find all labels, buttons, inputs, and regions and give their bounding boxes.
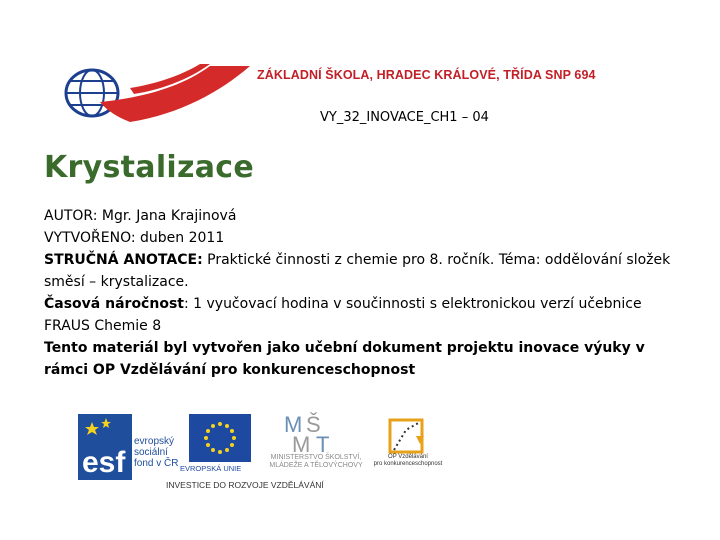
svg-text:T: T [316, 432, 330, 454]
msmt-caption: MINISTERSTVO ŠKOLSTVÍ, MLÁDEŽE A TĚLOVÝCHOVY [269, 454, 363, 469]
svg-text:M: M [292, 432, 311, 454]
created-line [44, 227, 674, 249]
author-label: AUTOR [44, 208, 93, 224]
esf-caption: evropský sociální fond v ČR [134, 436, 179, 469]
eu-stars-icon [189, 414, 251, 462]
created-value: : duben 2011 [130, 230, 225, 246]
school-name: ZÁKLADNÍ ŠKOLA, HRADEC KRÁLOVÉ, TŘÍDA SNP 694 [257, 68, 596, 82]
page-title: Krystalizace [44, 150, 255, 185]
annotation-label: STRUČNÁ ANOTACE: [44, 252, 203, 268]
eu-flag [189, 414, 251, 462]
annotation-line [44, 249, 674, 293]
document-code: VY_32_INOVACE_CH1 – 04 [320, 110, 489, 125]
created-label: VYTVOŘENO [44, 230, 131, 246]
author-value: : Mgr. Jana Krajinová [92, 208, 237, 224]
project-note: Tento materiál byl vytvořen jako učební dokument projektu inovace výuky v rámci OP Vzdělávání pro konkurenceschopnost [44, 340, 645, 378]
op-education-logo-icon [386, 416, 426, 456]
time-value: : 1 vyučovací hodina v součinnosti s elektronickou verzí učebnice FRAUS Chemie 8 [44, 296, 642, 334]
op-caption: OP Vzdělávání pro konkurenceschopnost [373, 454, 443, 467]
svg-text:Š: Š [306, 412, 321, 437]
school-logo-globe-swoosh-icon [60, 58, 250, 128]
svg-text:M: M [284, 412, 303, 437]
sponsor-logos [70, 408, 650, 498]
time-label: Časová náročnost [44, 296, 184, 312]
author-line [44, 205, 674, 227]
esf-mark-icon [78, 414, 132, 480]
msmt-logo-icon [284, 412, 344, 454]
document-info [44, 205, 674, 381]
annotation-value: Praktické činnosti z chemie pro 8. ročník. Téma: oddělování složek směsí – krystalizace. [44, 252, 671, 290]
time-line [44, 293, 674, 337]
eu-caption: EVROPSKÁ UNIE [180, 464, 242, 473]
investment-slogan: INVESTICE DO ROZVOJE VZDĚLÁVÁNÍ [166, 480, 324, 490]
svg-text:esf: esf [82, 446, 126, 479]
